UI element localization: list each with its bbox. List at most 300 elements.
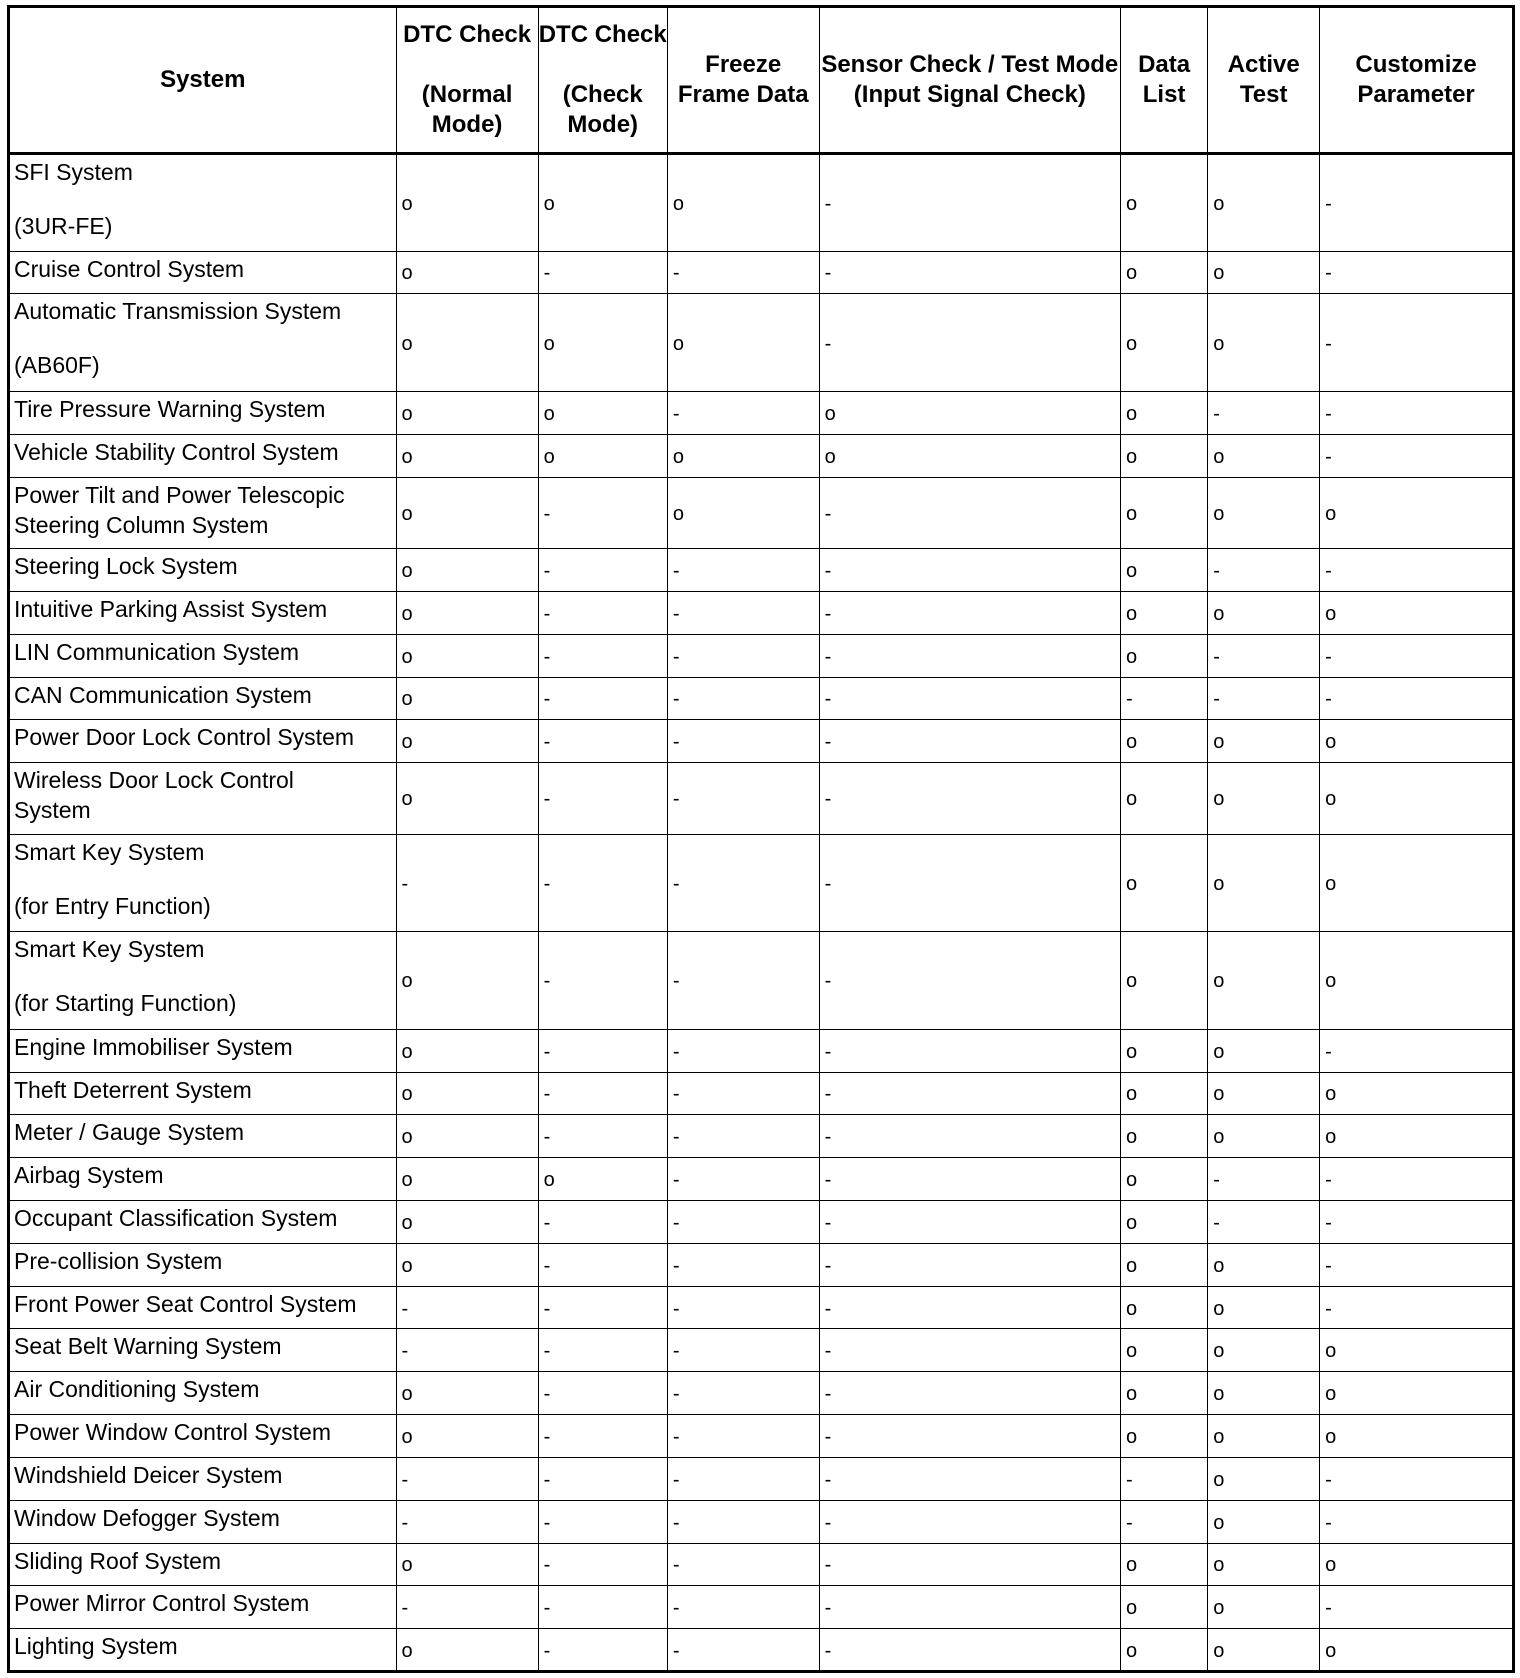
support-mark: - bbox=[401, 1597, 409, 1620]
support-cell-active-test bbox=[1208, 1457, 1320, 1500]
system-name-cell bbox=[9, 251, 397, 294]
support-cell-active-test bbox=[1208, 154, 1320, 252]
table-row bbox=[9, 1115, 1514, 1158]
support-cell-sensor-check-test-mode bbox=[819, 763, 1120, 835]
support-mark: o bbox=[401, 1425, 413, 1448]
system-name-cell bbox=[9, 1543, 397, 1586]
support-mark: - bbox=[543, 788, 551, 811]
support-cell-active-test bbox=[1208, 391, 1320, 434]
support-cell-dtc-check-normal-mode bbox=[396, 154, 538, 252]
support-mark: - bbox=[824, 731, 832, 754]
support-mark: o bbox=[1126, 1254, 1138, 1277]
support-mark: o bbox=[1213, 1254, 1225, 1277]
support-cell-active-test bbox=[1208, 591, 1320, 634]
support-mark: - bbox=[543, 731, 551, 754]
system-name-cell bbox=[9, 932, 397, 1030]
support-cell-freeze-frame-data bbox=[667, 294, 819, 392]
support-mark: o bbox=[1126, 1297, 1138, 1320]
support-cell-sensor-check-test-mode bbox=[819, 1201, 1120, 1244]
support-cell-customize-parameter bbox=[1320, 1586, 1514, 1629]
support-cell-active-test bbox=[1208, 1500, 1320, 1543]
system-name: Window Defogger System bbox=[14, 1504, 280, 1531]
support-cell-active-test bbox=[1208, 1415, 1320, 1458]
support-cell-active-test bbox=[1208, 1329, 1320, 1372]
system-name: Air Conditioning System bbox=[14, 1376, 260, 1403]
support-cell-freeze-frame-data bbox=[667, 1543, 819, 1586]
support-cell-active-test bbox=[1208, 1115, 1320, 1158]
support-cell-data-list bbox=[1121, 549, 1208, 592]
support-mark: o bbox=[543, 1169, 555, 1192]
support-cell-customize-parameter bbox=[1320, 549, 1514, 592]
support-cell-customize-parameter bbox=[1320, 154, 1514, 252]
support-mark: o bbox=[1213, 192, 1225, 215]
system-name: Automatic Transmission System bbox=[14, 298, 342, 325]
support-cell-dtc-check-check-mode bbox=[538, 391, 667, 434]
support-cell-sensor-check-test-mode bbox=[819, 1158, 1120, 1201]
table-row bbox=[9, 763, 1514, 835]
system-name-cell bbox=[9, 1115, 397, 1158]
support-mark: - bbox=[824, 1169, 832, 1192]
system-name: Intuitive Parking Assist System bbox=[14, 595, 328, 622]
support-mark: - bbox=[824, 788, 832, 811]
support-cell-freeze-frame-data bbox=[667, 477, 819, 549]
support-mark: o bbox=[1126, 559, 1138, 582]
system-name-cell bbox=[9, 834, 397, 932]
support-cell-dtc-check-normal-mode bbox=[396, 1500, 538, 1543]
table-body bbox=[9, 154, 1514, 1672]
support-cell-data-list bbox=[1121, 1543, 1208, 1586]
support-mark: - bbox=[543, 559, 551, 582]
support-mark: - bbox=[543, 1040, 551, 1063]
support-cell-freeze-frame-data bbox=[667, 1243, 819, 1286]
support-cell-customize-parameter bbox=[1320, 1500, 1514, 1543]
system-name: Power Door Lock Control System bbox=[14, 724, 355, 751]
support-cell-customize-parameter bbox=[1320, 1115, 1514, 1158]
support-mark: o bbox=[1325, 1425, 1337, 1448]
support-mark: o bbox=[543, 402, 555, 425]
support-mark: o bbox=[1126, 1554, 1138, 1577]
support-cell-data-list bbox=[1121, 251, 1208, 294]
support-mark: o bbox=[1325, 1083, 1337, 1106]
system-name-cell bbox=[9, 477, 397, 549]
support-cell-customize-parameter bbox=[1320, 932, 1514, 1030]
system-name-cell bbox=[9, 1329, 397, 1372]
support-cell-active-test bbox=[1208, 1629, 1320, 1672]
system-name-cell bbox=[9, 1586, 397, 1629]
support-mark: o bbox=[543, 332, 555, 355]
support-cell-customize-parameter bbox=[1320, 434, 1514, 477]
support-mark: - bbox=[1325, 1511, 1332, 1534]
support-mark: o bbox=[401, 970, 413, 993]
support-mark: - bbox=[401, 872, 409, 895]
support-mark: o bbox=[1325, 1639, 1337, 1662]
system-name-cell bbox=[9, 1415, 397, 1458]
column-header-active-test bbox=[1208, 7, 1320, 154]
column-header-freeze-frame-data bbox=[667, 7, 819, 154]
support-cell-data-list bbox=[1121, 1243, 1208, 1286]
system-name: Tire Pressure Warning System bbox=[14, 395, 326, 422]
support-cell-sensor-check-test-mode bbox=[819, 1415, 1120, 1458]
support-mark: o bbox=[1213, 1083, 1225, 1106]
support-cell-dtc-check-normal-mode bbox=[396, 932, 538, 1030]
support-mark: o bbox=[1213, 262, 1225, 285]
support-mark: o bbox=[1126, 731, 1138, 754]
support-cell-active-test bbox=[1208, 634, 1320, 677]
table-row bbox=[9, 251, 1514, 294]
system-name: Lighting System bbox=[14, 1633, 178, 1660]
support-cell-dtc-check-check-mode bbox=[538, 294, 667, 392]
support-mark: - bbox=[672, 731, 680, 754]
support-mark: o bbox=[1213, 1340, 1225, 1363]
support-cell-customize-parameter bbox=[1320, 1072, 1514, 1115]
support-cell-data-list bbox=[1121, 591, 1208, 634]
support-cell-dtc-check-check-mode bbox=[538, 1243, 667, 1286]
support-cell-data-list bbox=[1121, 634, 1208, 677]
support-cell-active-test bbox=[1208, 1543, 1320, 1586]
support-mark: - bbox=[824, 688, 832, 711]
support-cell-dtc-check-normal-mode bbox=[396, 1586, 538, 1629]
support-cell-active-test bbox=[1208, 1243, 1320, 1286]
support-cell-active-test bbox=[1208, 1372, 1320, 1415]
support-cell-data-list bbox=[1121, 720, 1208, 763]
system-name: Theft Deterrent System bbox=[14, 1076, 252, 1103]
support-cell-customize-parameter bbox=[1320, 834, 1514, 932]
system-name: Vehicle Stability Control System bbox=[14, 438, 339, 465]
support-cell-active-test bbox=[1208, 1201, 1320, 1244]
support-cell-customize-parameter bbox=[1320, 477, 1514, 549]
support-mark: o bbox=[401, 688, 413, 711]
column-header-label: Sensor Check / Test Mode (Input Signal Check) bbox=[821, 51, 1119, 108]
support-cell-active-test bbox=[1208, 1072, 1320, 1115]
support-cell-dtc-check-normal-mode bbox=[396, 1243, 538, 1286]
support-mark: o bbox=[1213, 602, 1225, 625]
support-mark: - bbox=[543, 1340, 551, 1363]
support-cell-freeze-frame-data bbox=[667, 834, 819, 932]
support-mark: o bbox=[1126, 970, 1138, 993]
support-mark: o bbox=[1213, 731, 1225, 754]
support-cell-dtc-check-normal-mode bbox=[396, 251, 538, 294]
support-cell-dtc-check-check-mode bbox=[538, 1072, 667, 1115]
support-cell-data-list bbox=[1121, 1372, 1208, 1415]
support-cell-freeze-frame-data bbox=[667, 677, 819, 720]
support-cell-sensor-check-test-mode bbox=[819, 1543, 1120, 1586]
system-name-cell bbox=[9, 1500, 397, 1543]
table-row bbox=[9, 1243, 1514, 1286]
support-cell-dtc-check-check-mode bbox=[538, 1415, 667, 1458]
support-mark: o bbox=[401, 559, 413, 582]
support-cell-dtc-check-check-mode bbox=[538, 477, 667, 549]
support-mark: - bbox=[401, 1468, 409, 1491]
support-mark: - bbox=[1325, 445, 1332, 468]
support-cell-active-test bbox=[1208, 1029, 1320, 1072]
support-mark: - bbox=[672, 1597, 680, 1620]
support-cell-dtc-check-check-mode bbox=[538, 1029, 667, 1072]
support-mark: - bbox=[824, 1254, 832, 1277]
system-name: Pre-collision System bbox=[14, 1247, 223, 1274]
support-cell-dtc-check-normal-mode bbox=[396, 591, 538, 634]
support-cell-active-test bbox=[1208, 434, 1320, 477]
support-mark: - bbox=[824, 1340, 832, 1363]
support-mark: o bbox=[1325, 1383, 1337, 1406]
support-mark: - bbox=[824, 602, 832, 625]
support-mark: o bbox=[401, 1639, 413, 1662]
support-mark: - bbox=[824, 1383, 832, 1406]
system-name: Cruise Control System bbox=[14, 255, 245, 282]
table-row bbox=[9, 720, 1514, 763]
support-cell-customize-parameter bbox=[1320, 677, 1514, 720]
support-mark: o bbox=[1126, 445, 1138, 468]
support-mark: - bbox=[672, 1425, 680, 1448]
support-mark: - bbox=[672, 970, 680, 993]
support-cell-dtc-check-normal-mode bbox=[396, 634, 538, 677]
support-mark: o bbox=[1126, 1040, 1138, 1063]
support-cell-customize-parameter bbox=[1320, 1457, 1514, 1500]
column-header-label: Data List bbox=[1138, 51, 1191, 108]
support-mark: - bbox=[824, 1040, 832, 1063]
support-mark: o bbox=[401, 1211, 413, 1234]
support-mark: o bbox=[672, 445, 684, 468]
table-row bbox=[9, 294, 1514, 392]
system-name: Power Window Control System bbox=[14, 1419, 331, 1446]
support-mark: - bbox=[543, 1297, 551, 1320]
support-cell-data-list bbox=[1121, 932, 1208, 1030]
support-cell-data-list bbox=[1121, 1415, 1208, 1458]
support-cell-freeze-frame-data bbox=[667, 1115, 819, 1158]
support-mark: - bbox=[543, 688, 551, 711]
support-mark: o bbox=[1325, 970, 1337, 993]
support-mark: o bbox=[1213, 1126, 1225, 1149]
support-cell-sensor-check-test-mode bbox=[819, 1500, 1120, 1543]
system-name: Wireless Door Lock Control bbox=[14, 767, 294, 794]
support-cell-dtc-check-check-mode bbox=[538, 720, 667, 763]
column-header-dtc-check-check-mode bbox=[538, 7, 667, 154]
column-header-label: Freeze Frame Data bbox=[677, 51, 809, 108]
support-cell-sensor-check-test-mode bbox=[819, 591, 1120, 634]
support-mark: - bbox=[824, 1511, 832, 1534]
support-mark: o bbox=[1325, 1340, 1337, 1363]
support-mark: - bbox=[1325, 645, 1332, 668]
system-name: Meter / Gauge System bbox=[14, 1119, 245, 1146]
support-mark: - bbox=[672, 872, 680, 895]
system-name: Sliding Roof System bbox=[14, 1547, 222, 1574]
support-cell-dtc-check-check-mode bbox=[538, 1543, 667, 1586]
support-cell-freeze-frame-data bbox=[667, 549, 819, 592]
support-cell-active-test bbox=[1208, 1286, 1320, 1329]
support-cell-data-list bbox=[1121, 1029, 1208, 1072]
support-cell-customize-parameter bbox=[1320, 1029, 1514, 1072]
support-mark: - bbox=[1325, 1169, 1332, 1192]
support-cell-active-test bbox=[1208, 477, 1320, 549]
support-cell-sensor-check-test-mode bbox=[819, 720, 1120, 763]
support-mark: o bbox=[824, 402, 836, 425]
support-mark: o bbox=[1126, 1083, 1138, 1106]
support-mark: o bbox=[401, 1383, 413, 1406]
table-row bbox=[9, 834, 1514, 932]
support-mark: o bbox=[1213, 970, 1225, 993]
support-mark: o bbox=[1325, 731, 1337, 754]
support-cell-active-test bbox=[1208, 1158, 1320, 1201]
support-cell-freeze-frame-data bbox=[667, 1372, 819, 1415]
support-mark: - bbox=[824, 1597, 832, 1620]
support-mark: - bbox=[1325, 1468, 1332, 1491]
system-name: Seat Belt Warning System bbox=[14, 1333, 282, 1360]
support-cell-dtc-check-normal-mode bbox=[396, 549, 538, 592]
support-cell-sensor-check-test-mode bbox=[819, 1115, 1120, 1158]
support-cell-customize-parameter bbox=[1320, 763, 1514, 835]
table-row bbox=[9, 591, 1514, 634]
support-mark: o bbox=[401, 788, 413, 811]
support-mark: - bbox=[672, 1468, 680, 1491]
support-mark: - bbox=[543, 1639, 551, 1662]
support-cell-freeze-frame-data bbox=[667, 763, 819, 835]
column-header-system bbox=[9, 7, 397, 154]
column-header-data-list bbox=[1121, 7, 1208, 154]
support-mark: - bbox=[672, 1297, 680, 1320]
support-mark: - bbox=[543, 1126, 551, 1149]
support-mark: - bbox=[672, 688, 680, 711]
support-mark: o bbox=[1126, 1639, 1138, 1662]
support-mark: o bbox=[1126, 872, 1138, 895]
support-mark: - bbox=[543, 1597, 551, 1620]
support-mark: o bbox=[1213, 1468, 1225, 1491]
support-cell-dtc-check-normal-mode bbox=[396, 1115, 538, 1158]
support-mark: - bbox=[824, 332, 832, 355]
support-cell-dtc-check-check-mode bbox=[538, 1158, 667, 1201]
support-mark: - bbox=[672, 1554, 680, 1577]
support-mark: - bbox=[543, 1383, 551, 1406]
support-cell-data-list bbox=[1121, 154, 1208, 252]
system-name-cell bbox=[9, 1072, 397, 1115]
support-cell-customize-parameter bbox=[1320, 591, 1514, 634]
table-row bbox=[9, 1500, 1514, 1543]
support-cell-sensor-check-test-mode bbox=[819, 294, 1120, 392]
system-name-cell bbox=[9, 1457, 397, 1500]
support-cell-sensor-check-test-mode bbox=[819, 1243, 1120, 1286]
support-cell-dtc-check-normal-mode bbox=[396, 1372, 538, 1415]
table-row bbox=[9, 1629, 1514, 1672]
support-mark: - bbox=[543, 970, 551, 993]
support-cell-freeze-frame-data bbox=[667, 1500, 819, 1543]
system-name: Engine Immobiliser System bbox=[14, 1033, 293, 1060]
support-mark: - bbox=[1126, 1511, 1133, 1534]
column-header-label: Active Test bbox=[1227, 51, 1300, 108]
support-mark: - bbox=[401, 1511, 409, 1534]
support-mark: - bbox=[672, 602, 680, 625]
support-mark: o bbox=[1325, 1554, 1337, 1577]
system-name-cell bbox=[9, 1201, 397, 1244]
support-cell-dtc-check-check-mode bbox=[538, 1115, 667, 1158]
support-mark: - bbox=[1325, 402, 1332, 425]
support-mark: - bbox=[1213, 1169, 1220, 1192]
system-name-cell bbox=[9, 1158, 397, 1201]
support-mark: - bbox=[672, 1169, 680, 1192]
support-cell-customize-parameter bbox=[1320, 1158, 1514, 1201]
support-cell-freeze-frame-data bbox=[667, 1029, 819, 1072]
support-cell-data-list bbox=[1121, 1158, 1208, 1201]
column-header-sensor-check-test-mode bbox=[819, 7, 1120, 154]
support-mark: - bbox=[1213, 1211, 1220, 1234]
support-mark: - bbox=[1126, 688, 1133, 711]
support-cell-dtc-check-check-mode bbox=[538, 434, 667, 477]
support-mark: o bbox=[1325, 872, 1337, 895]
support-mark: - bbox=[1325, 688, 1332, 711]
support-mark: - bbox=[543, 645, 551, 668]
support-cell-dtc-check-check-mode bbox=[538, 591, 667, 634]
support-cell-dtc-check-check-mode bbox=[538, 1201, 667, 1244]
support-cell-freeze-frame-data bbox=[667, 1586, 819, 1629]
support-cell-customize-parameter bbox=[1320, 1286, 1514, 1329]
column-header-label: DTC Check (Check Mode) bbox=[538, 21, 667, 138]
system-name: Smart Key System bbox=[14, 936, 205, 963]
table-row bbox=[9, 932, 1514, 1030]
support-cell-data-list bbox=[1121, 477, 1208, 549]
support-mark: - bbox=[672, 1383, 680, 1406]
support-mark: - bbox=[1325, 1254, 1332, 1277]
support-mark: - bbox=[824, 970, 832, 993]
support-mark: - bbox=[824, 1425, 832, 1448]
support-cell-customize-parameter bbox=[1320, 720, 1514, 763]
support-cell-data-list bbox=[1121, 1286, 1208, 1329]
support-mark: - bbox=[824, 262, 832, 285]
table-row bbox=[9, 1201, 1514, 1244]
support-mark: o bbox=[1126, 1340, 1138, 1363]
system-name-cell bbox=[9, 720, 397, 763]
system-name: (3UR-FE) bbox=[14, 213, 113, 239]
support-mark: o bbox=[401, 1083, 413, 1106]
support-mark: - bbox=[824, 645, 832, 668]
system-name-cell bbox=[9, 1629, 397, 1672]
support-mark: - bbox=[1213, 402, 1220, 425]
support-mark: - bbox=[543, 1468, 551, 1491]
support-mark: - bbox=[543, 1083, 551, 1106]
support-mark: o bbox=[1213, 788, 1225, 811]
support-mark: - bbox=[543, 1254, 551, 1277]
system-name: Occupant Classification System bbox=[14, 1205, 338, 1231]
support-mark: - bbox=[543, 262, 551, 285]
support-cell-sensor-check-test-mode bbox=[819, 391, 1120, 434]
support-mark: o bbox=[401, 402, 413, 425]
system-name-cell bbox=[9, 294, 397, 392]
support-mark: - bbox=[543, 1211, 551, 1234]
support-cell-customize-parameter bbox=[1320, 1415, 1514, 1458]
support-cell-dtc-check-normal-mode bbox=[396, 391, 538, 434]
support-mark: o bbox=[401, 332, 413, 355]
table-row bbox=[9, 391, 1514, 434]
support-cell-data-list bbox=[1121, 1072, 1208, 1115]
system-name: (for Starting Function) bbox=[14, 990, 237, 1017]
support-cell-active-test bbox=[1208, 251, 1320, 294]
system-name: SFI System bbox=[14, 159, 133, 185]
support-cell-customize-parameter bbox=[1320, 634, 1514, 677]
support-mark: o bbox=[1213, 1511, 1225, 1534]
support-mark: o bbox=[1213, 1639, 1225, 1662]
support-cell-dtc-check-normal-mode bbox=[396, 294, 538, 392]
support-mark: - bbox=[1325, 559, 1332, 582]
support-mark: o bbox=[401, 192, 413, 215]
support-cell-freeze-frame-data bbox=[667, 1415, 819, 1458]
support-cell-active-test bbox=[1208, 932, 1320, 1030]
support-mark: - bbox=[672, 1126, 680, 1149]
support-mark: o bbox=[1126, 402, 1138, 425]
support-mark: o bbox=[1213, 872, 1225, 895]
support-cell-active-test bbox=[1208, 549, 1320, 592]
support-cell-data-list bbox=[1121, 1586, 1208, 1629]
table-row bbox=[9, 1372, 1514, 1415]
support-cell-dtc-check-check-mode bbox=[538, 1329, 667, 1372]
support-cell-data-list bbox=[1121, 677, 1208, 720]
support-cell-freeze-frame-data bbox=[667, 720, 819, 763]
support-cell-customize-parameter bbox=[1320, 391, 1514, 434]
